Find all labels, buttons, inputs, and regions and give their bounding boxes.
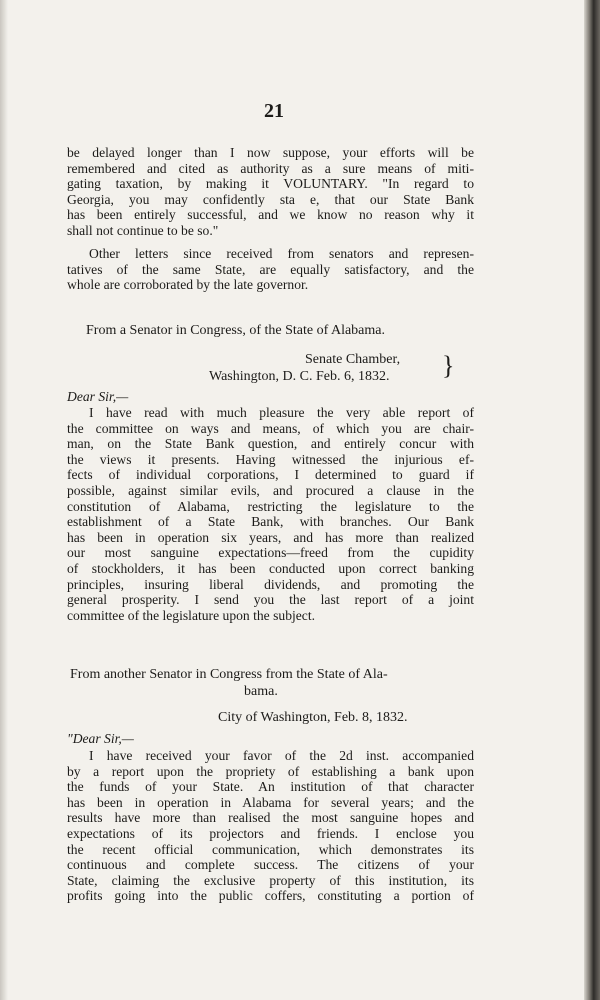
text-line: profits going into the public coffers, constituting a portion of [67,888,474,904]
other-letters-paragraph [67,246,474,293]
text-line: our most sanguine expectations—freed from the cupidity [67,545,474,561]
text-line: has been entirely successful, and we know no reason why it [67,207,474,223]
text-line: by a report upon the propriety of establishing a bank upon [67,763,474,779]
text-line: principles, insuring liberal dividends, and promoting the [67,576,474,592]
text-line: has been in operation in Alabama for several years; and the [67,794,474,810]
text-line: be delayed longer than I now suppose, your efforts will be [67,145,474,160]
text-line: general prosperity. I send you the last report of a joint [67,592,474,608]
text-line: Georgia, you may confidently sta e, that our State Bank [67,191,474,207]
text-line: has been in operation six years, and has more than realized [67,529,474,545]
text-line: tatives of the same State, are equally satisfactory, and the [67,261,474,277]
page-number: 21 [264,100,284,122]
text-line: remembered and cited as authority as a sure means of miti- [67,160,474,176]
text-line: shall not continue to be so." [67,222,219,238]
text-line: expectations of its projectors and friends. I enclose you [67,825,474,841]
text-line: of stockholders, it has been conducted upon correct banking [67,560,474,576]
letter1-heading: From a Senator in Congress, of the State of Alabama. [86,323,385,338]
text-line: fects of individual corporations, I determined to guard if [67,467,474,483]
text-line: the views it presents. Having witnessed the injurious ef- [67,451,474,467]
text-line: possible, against similar evils, and procured a clause in the [67,482,474,498]
text-line: whole are corroborated by the late governor. [67,277,309,293]
left-page-shadow [0,0,8,1000]
text-line: man, on the State Bank question, and entirely concur with [67,436,474,452]
text-line: I have read with much pleasure the very able report of [89,405,474,420]
text-line: the committee on ways and means, of which you are chair- [67,420,474,436]
text-line: Other letters since received from senators and represen- [89,246,474,261]
intro-paragraph [67,145,474,239]
letter2-place-line: City of Washington, Feb. 8, 1832. [218,710,408,725]
letter1-place-line2: Washington, D. C. Feb. 6, 1832. [209,369,390,384]
text-line: results have more than realised the most sanguine hopes and [67,810,474,826]
letter2-body [67,748,474,904]
letter2-heading-line2: bama. [244,684,278,699]
letter2-salutation: "Dear Sir,— [67,731,134,746]
scan-edge-strip [584,0,600,1000]
text-line: the recent official communication, which demonstrates its [67,841,474,857]
text-line: gating taxation, by making it VOLUNTARY. "In regard to [67,176,474,192]
text-line: I have received your favor of the 2d inst. accompanied [89,748,474,763]
letter2-heading-line1: From another Senator in Congress from the State of Ala- [70,667,388,682]
letter1-body [67,405,474,623]
text-line: the funds of your State. An institution of that character [67,779,474,795]
letter1-salutation: Dear Sir,— [67,389,129,404]
text-line: State, claiming the exclusive property of this institution, its [67,872,474,888]
text-line: committee of the legislature upon the subject. [67,607,316,623]
letter1-brace: } [442,351,455,380]
text-line: constitution of Alabama, restricting the legislature to the [67,498,474,514]
text-line: continuous and complete success. The citizens of your [67,857,474,873]
text-line: establishment of a State Bank, with branches. Our Bank [67,514,474,530]
letter1-place-line1: Senate Chamber, [305,352,401,367]
